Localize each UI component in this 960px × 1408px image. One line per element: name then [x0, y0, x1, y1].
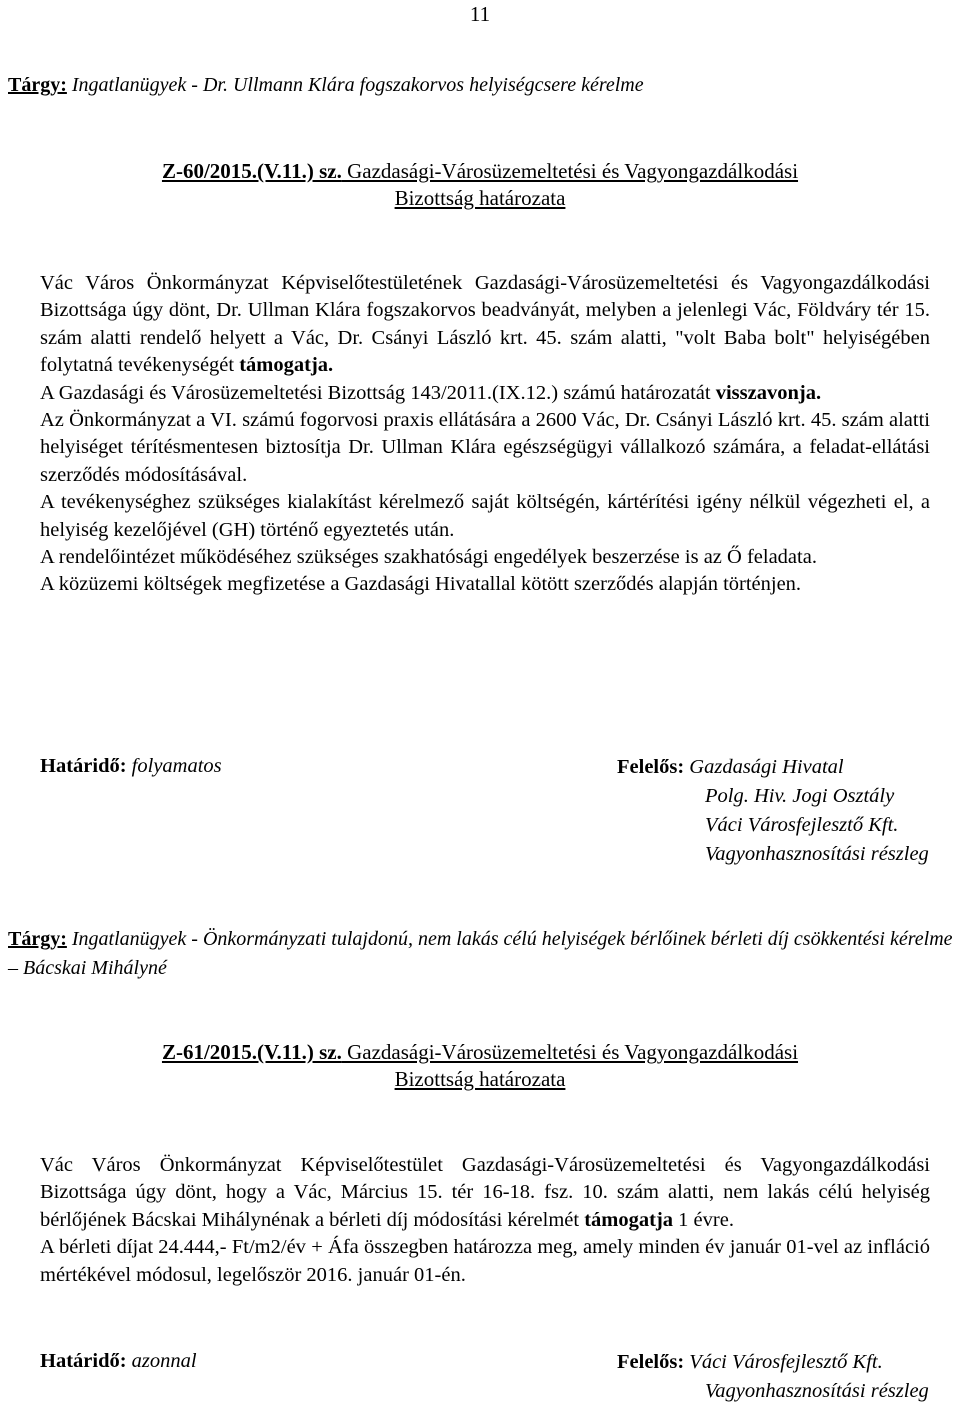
responsible-value: Váci Városfejlesztő Kft. — [689, 1351, 883, 1373]
decision-word: támogatja — [584, 1208, 674, 1231]
page-number: 11 — [469, 2, 491, 26]
paragraph: A tevékenységhez szükséges kialakítást kérelmező saját költségén, kártérítési igény nélkül végezheti el, a helyiség kezelőjével (GH) történő egyeztetés után. — [40, 491, 930, 541]
resolution-number: Z-60/2015.(V.11.) sz. — [161, 159, 342, 183]
responsible-line: Vagyonhasznosítási részleg — [705, 1380, 929, 1402]
resolution-title-line-2: Bizottság határozata — [394, 186, 566, 210]
deadline-2 — [40, 1350, 197, 1373]
responsible-1 — [617, 753, 929, 869]
subject-line-2 — [8, 925, 958, 983]
resolution-title-line-1: Gazdasági-Városüzemeltetési és Vagyongazdálkodási — [341, 159, 799, 183]
subject-text: Ingatlanügyek - Önkormányzati tulajdonú, nem lakás célú helyiségek bérlőinek bérleti díj csökkentési kérelme – Bácskai Mihályné — [8, 928, 953, 979]
deadline-1 — [40, 755, 222, 778]
deadline-value: folyamatos — [126, 755, 222, 777]
paragraph-text: Vác Város Önkormányzat Képviselőtestület Gazdasági-Városüzemeltetési és Vagyongazdálkodási Bizottsága úgy dönt, hogy a Vác, Március 15. tér 16-18. fsz. 10. szám alatti, nem lakás célú helyiség bérlőjének Bácskai Mihálynénak a bérleti díj módosítási kérelmét — [40, 1154, 930, 1231]
paragraph-text: 1 évre. — [673, 1208, 734, 1231]
resolution-number: Z-61/2015.(V.11.) sz. — [161, 1040, 342, 1064]
decision-word: visszavonja. — [715, 381, 822, 404]
responsible-label: Felelős: — [617, 1351, 685, 1373]
responsible-label: Felelős: — [617, 756, 685, 778]
resolution-body-1 — [40, 270, 930, 599]
resolution-heading-2 — [40, 1039, 920, 1093]
paragraph-text: A Gazdasági és Városüzemeltetési Bizottság 143/2011.(IX.12.) számú határozatát — [40, 381, 716, 404]
paragraph: A bérleti díjat 24.444,- Ft/m2/év + Áfa összegben határozza meg, amely minden év január 01-vel az infláció mértékével módosul, legelőször 2016. január 01-én. — [40, 1236, 930, 1286]
paragraph: Az Önkormányzat a VI. számú fogorvosi praxis ellátására a 2600 Vác, Dr. Csányi László krt. 45. szám alatti helyiséget térítésmentesen biztosítja Dr. Ullman Klára egészségügyi vállalkozó számára, a feladat-ellátási szerződés módosításával. — [40, 409, 930, 486]
paragraph-text: Vác Város Önkormányzat Képviselőtestületének Gazdasági-Városüzemeltetési és Vagyongazdálkodási Bizottsága úgy dönt, Dr. Ullman Klára fogszakorvos beadványát, melyben a jelenlegi Vác, Földváry tér 15. szám alatti rendelő helyett a Vác, Dr. Csányi László krt. 45. szám alatti, "volt Baba bolt" helyiségében folytatná tevékenységét — [40, 272, 930, 377]
paragraph — [40, 1152, 930, 1234]
subject-label: Tárgy: — [8, 928, 67, 950]
responsible-line: Polg. Hiv. Jogi Osztály — [705, 785, 895, 807]
paragraph: A rendelőintézet működéséhez szükséges szakhatósági engedélyek beszerzése is az Ő feladata. — [40, 546, 817, 569]
resolution-body-2 — [40, 1152, 930, 1289]
subject-text: Ingatlanügyek - Dr. Ullmann Klára fogszakorvos helyiségcsere kérelme — [66, 74, 644, 96]
subject-label: Tárgy: — [8, 74, 67, 96]
responsible-2 — [617, 1348, 929, 1406]
paragraph — [40, 380, 930, 407]
decision-word: támogatja. — [239, 354, 334, 377]
responsible-line: Vagyonhasznosítási részleg — [705, 843, 929, 865]
paragraph — [40, 270, 930, 380]
resolution-heading-1 — [40, 158, 920, 212]
responsible-line: Váci Városfejlesztő Kft. — [705, 814, 899, 836]
deadline-label: Határidő: — [40, 755, 127, 777]
subject-line-1 — [8, 71, 958, 100]
deadline-label: Határidő: — [40, 1350, 127, 1372]
responsible-value: Gazdasági Hivatal — [689, 756, 844, 778]
resolution-title-line-2: Bizottság határozata — [394, 1067, 566, 1091]
paragraph: A közüzemi költségek megfizetése a Gazdasági Hivatallal kötött szerződés alapján történjen. — [40, 573, 802, 596]
resolution-title-line-1: Gazdasági-Városüzemeltetési és Vagyongazdálkodási — [341, 1040, 799, 1064]
deadline-value: azonnal — [126, 1350, 197, 1372]
